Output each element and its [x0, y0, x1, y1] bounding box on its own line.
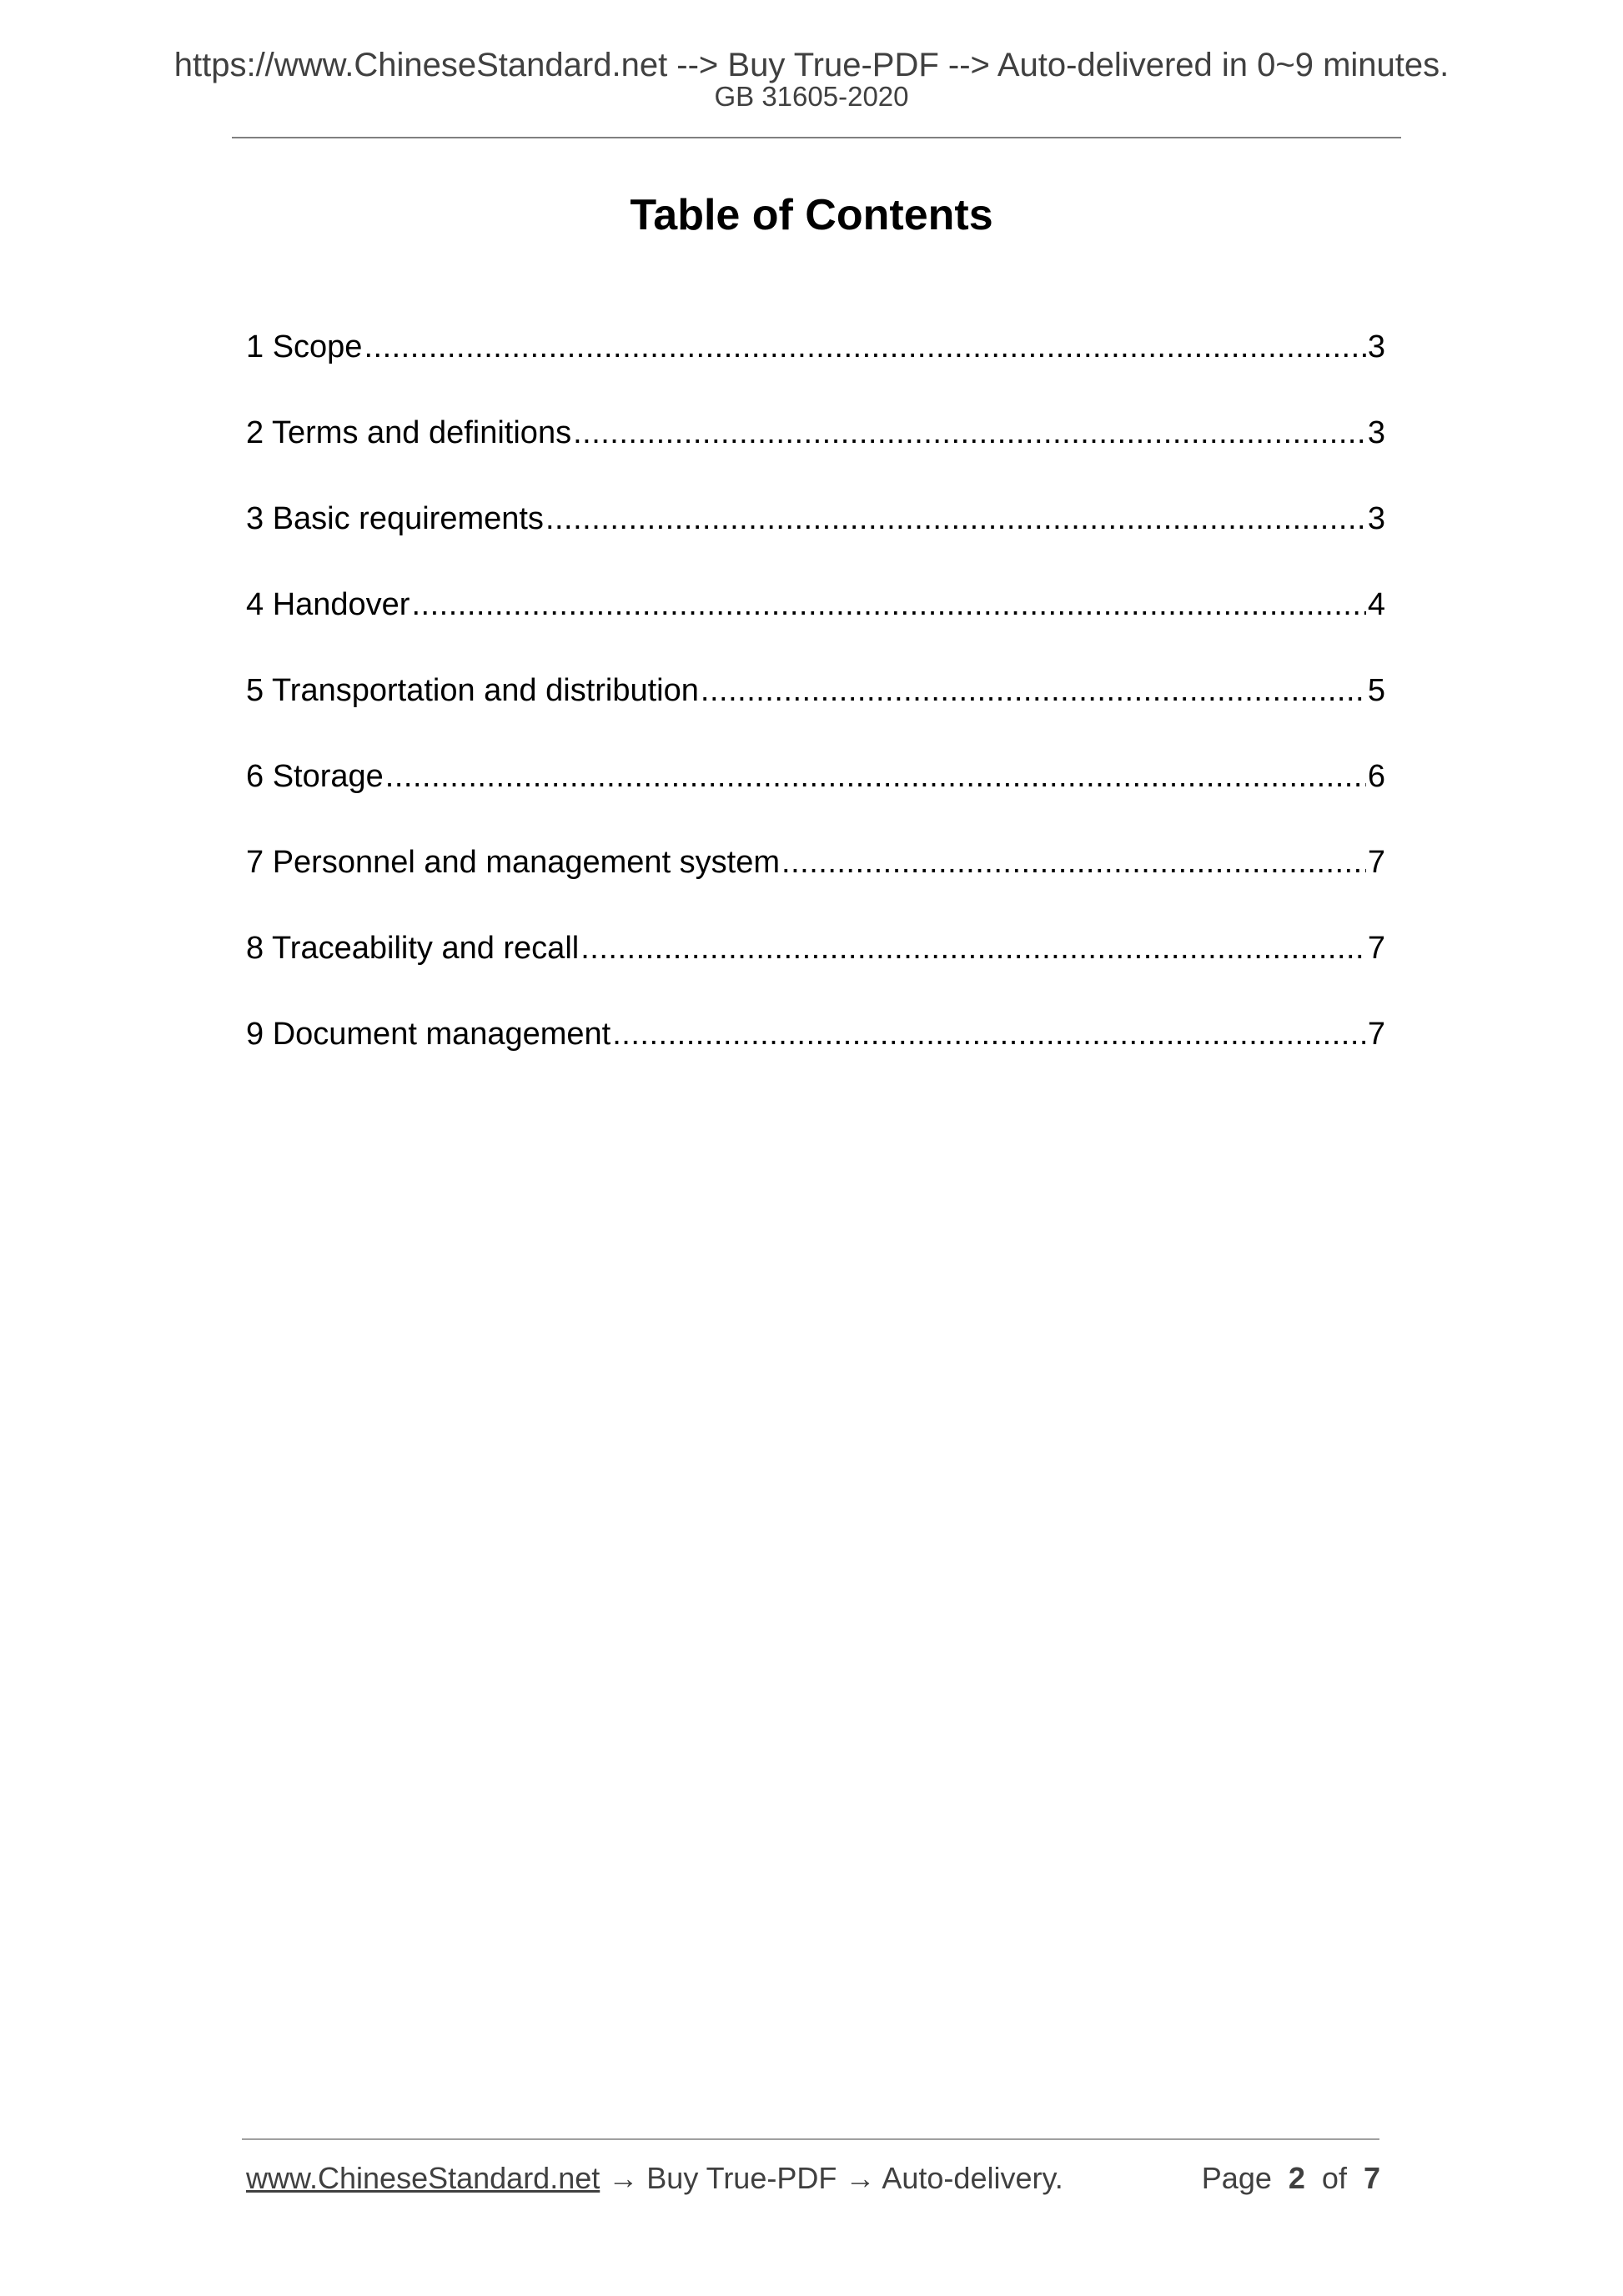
document-code: GB 31605-2020: [714, 81, 909, 112]
total-pages-number: 7: [1363, 2161, 1380, 2195]
toc-list: [246, 320, 1385, 1093]
toc-entry-page: 7: [1367, 1017, 1385, 1052]
toc-dot-leader: [612, 1007, 1366, 1061]
page-footer: [246, 2158, 1380, 2198]
toc-entry-label: 3 Basic requirements: [246, 501, 544, 536]
toc-dot-leader: [781, 836, 1366, 889]
header-banner: https://www.ChineseStandard.net --> Buy True-PDF --> Auto-delivered in 0~9 minutes.: [173, 47, 1450, 83]
toc-dot-leader: [701, 664, 1366, 717]
arrow-right-icon: →: [608, 2161, 639, 2195]
toc-entry-page: 7: [1367, 931, 1385, 966]
toc-entry-label: 6 Storage: [246, 759, 384, 794]
toc-entry-scope[interactable]: [246, 320, 1385, 406]
toc-entry-storage[interactable]: [246, 750, 1385, 836]
toc-entry-label: 4 Handover: [246, 587, 410, 622]
toc-entry-handover[interactable]: [246, 578, 1385, 664]
toc-entry-page: 5: [1367, 673, 1385, 708]
toc-entry-transportation-and-distribution[interactable]: [246, 664, 1385, 750]
toc-dot-leader: [573, 406, 1366, 460]
toc-entry-page: 7: [1367, 845, 1385, 880]
footer-promo: [246, 2158, 1063, 2198]
toc-title: Table of Contents: [630, 191, 993, 239]
of-word: of: [1321, 2161, 1347, 2195]
toc-entry-terms-and-definitions[interactable]: [246, 406, 1385, 492]
toc-entry-page: 6: [1367, 759, 1385, 794]
footer-buy-text: Buy True-PDF: [646, 2161, 837, 2195]
page-indicator: [1202, 2158, 1380, 2198]
toc-entry-label: 7 Personnel and management system: [246, 845, 781, 880]
toc-entry-label: 2 Terms and definitions: [246, 415, 572, 450]
toc-dot-leader: [364, 320, 1365, 374]
toc-entry-document-management[interactable]: [246, 1007, 1385, 1093]
toc-entry-label: 8 Traceability and recall: [246, 931, 580, 966]
toc-dot-leader: [545, 492, 1366, 545]
toc-entry-label: 5 Transportation and distribution: [246, 673, 699, 708]
toc-dot-leader: [385, 750, 1366, 803]
footer-site-link[interactable]: www.ChineseStandard.net: [246, 2161, 600, 2195]
footer-delivery-text: Auto-delivery.: [882, 2161, 1063, 2195]
arrow-right-icon: →: [845, 2161, 876, 2195]
toc-entry-traceability-and-recall[interactable]: [246, 922, 1385, 1007]
toc-entry-label: 1 Scope: [246, 329, 363, 364]
toc-entry-page: 3: [1367, 329, 1385, 364]
toc-dot-leader: [580, 922, 1366, 975]
toc-entry-label: 9 Document management: [246, 1017, 611, 1052]
toc-entry-page: 4: [1367, 587, 1385, 622]
toc-entry-personnel-and-management-system[interactable]: [246, 836, 1385, 922]
footer-divider: [242, 2138, 1379, 2140]
toc-entry-basic-requirements[interactable]: [246, 492, 1385, 578]
page-word: Page: [1201, 2161, 1272, 2195]
current-page-number: 2: [1288, 2161, 1305, 2195]
toc-entry-page: 3: [1367, 501, 1385, 536]
header-divider: [232, 137, 1401, 138]
toc-entry-page: 3: [1367, 415, 1385, 450]
toc-dot-leader: [411, 578, 1365, 631]
